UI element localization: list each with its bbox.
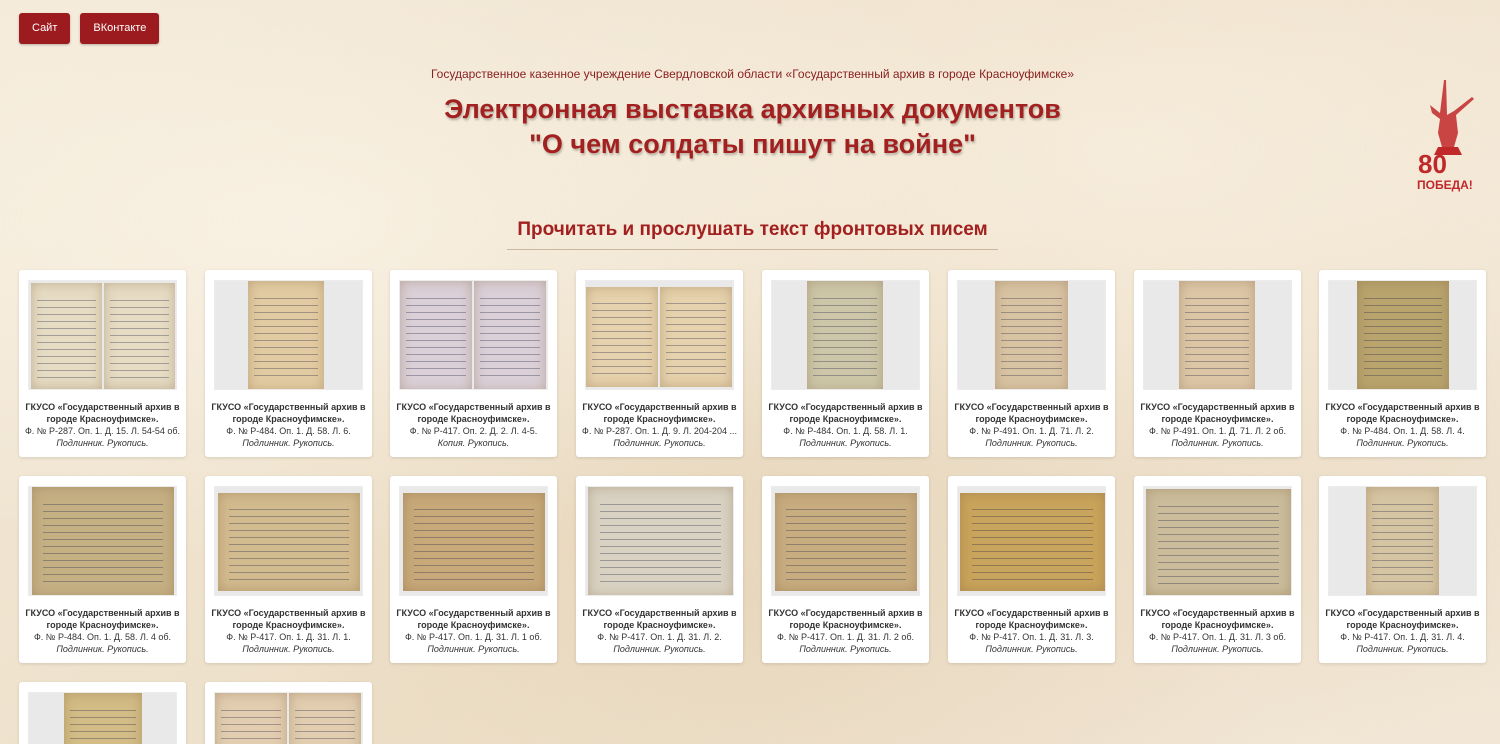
letter-page-image [31, 283, 102, 389]
letter-card[interactable] [762, 476, 929, 663]
letter-page-image [1146, 489, 1291, 595]
handwriting-lines [786, 503, 905, 581]
archive-reference: Ф. № Р-417. Оп. 1. Д. 31. Л. 2. [597, 632, 722, 642]
letter-card[interactable] [576, 270, 743, 457]
archive-name: ГКУСО «Государственный архив в городе Красноуфимске». [954, 402, 1109, 424]
archive-name: ГКУСО «Государственный архив в городе Красноуфимске». [954, 608, 1109, 630]
letter-page-image [995, 281, 1068, 390]
letter-thumbnail[interactable] [1328, 486, 1477, 596]
letter-card[interactable] [1134, 476, 1301, 663]
handwriting-lines [254, 292, 318, 380]
letter-caption [1323, 401, 1482, 449]
letter-page-image [400, 281, 472, 390]
letter-caption [952, 401, 1111, 449]
archive-name: ГКУСО «Государственный архив в городе Красноуфимске». [211, 402, 366, 424]
letter-page-image [104, 283, 175, 389]
archive-name: ГКУСО «Государственный архив в городе Красноуфимске». [768, 608, 923, 630]
document-note: Подлинник. Рукопись. [985, 644, 1078, 654]
document-note: Подлинник. Рукопись. [1356, 438, 1449, 448]
archive-reference: Ф. № Р-484. Оп. 1. Д. 58. Л. 6. [226, 426, 351, 436]
letter-card[interactable] [205, 682, 372, 744]
letter-thumbnail[interactable] [957, 486, 1106, 596]
page-title-line2: "О чем солдаты пишут на войне" [529, 129, 976, 159]
letter-page-image [775, 493, 917, 591]
document-note: Подлинник. Рукопись. [799, 438, 892, 448]
letter-caption [952, 607, 1111, 655]
document-note: Подлинник. Рукопись. [799, 644, 892, 654]
document-note: Копия. Рукопись. [437, 438, 510, 448]
handwriting-lines [414, 503, 533, 581]
document-note: Подлинник. Рукопись. [985, 438, 1078, 448]
letter-page-image [588, 487, 733, 596]
letter-thumbnail[interactable] [28, 692, 177, 744]
letter-card[interactable] [390, 270, 557, 457]
document-note: Подлинник. Рукопись. [613, 438, 706, 448]
letter-thumbnail[interactable] [957, 280, 1106, 390]
letter-card[interactable] [1134, 270, 1301, 457]
document-note: Подлинник. Рукопись. [242, 438, 335, 448]
handwriting-lines [295, 704, 356, 744]
letter-page-image [215, 693, 287, 744]
archive-name: ГКУСО «Государственный архив в городе Красноуфимске». [211, 608, 366, 630]
archive-name: ГКУСО «Государственный архив в городе Красноуфимске». [1325, 608, 1480, 630]
letter-thumbnail[interactable] [28, 280, 177, 390]
vk-button[interactable]: ВКонтакте [80, 13, 159, 44]
document-note: Подлинник. Рукопись. [1171, 438, 1264, 448]
archive-reference: Ф. № Р-417. Оп. 1. Д. 31. Л. 4. [1340, 632, 1465, 642]
letter-thumbnail[interactable] [399, 486, 548, 596]
document-note: Подлинник. Рукопись. [613, 644, 706, 654]
archive-reference: Ф. № Р-417. Оп. 1. Д. 31. Л. 2 об. [776, 632, 915, 642]
archive-reference: Ф. № Р-484. Оп. 1. Д. 58. Л. 4. [1340, 426, 1465, 436]
letter-caption [209, 401, 368, 449]
letter-caption [766, 401, 925, 449]
archive-reference: Ф. № Р-417. Оп. 1. Д. 31. Л. 1 об. [404, 632, 543, 642]
letter-page-image [807, 281, 883, 390]
subtitle-divider [507, 249, 998, 250]
archive-name: ГКУСО «Государственный архив в городе Красноуфимске». [25, 402, 180, 424]
site-button[interactable]: Сайт [19, 13, 70, 44]
letter-page-image [474, 281, 546, 390]
letter-thumbnail[interactable] [214, 692, 363, 744]
document-note: Подлинник. Рукопись. [1356, 644, 1449, 654]
top-nav [19, 13, 159, 44]
letter-card[interactable] [576, 476, 743, 663]
letter-caption [1138, 401, 1297, 449]
letter-card[interactable] [19, 476, 186, 663]
letter-page-image [64, 693, 142, 744]
logo-number: 80 [1418, 149, 1447, 179]
letter-card[interactable] [205, 476, 372, 663]
document-note: Подлинник. Рукопись. [56, 438, 149, 448]
letter-caption [1323, 607, 1482, 655]
archive-reference: Ф. № Р-287. Оп. 1. Д. 9. Л. 204-204 ... [582, 426, 737, 436]
letter-card[interactable] [1319, 476, 1486, 663]
letter-card[interactable] [205, 270, 372, 457]
handwriting-lines [480, 292, 541, 380]
letter-thumbnail[interactable] [399, 280, 548, 390]
archive-reference: Ф. № Р-484. Оп. 1. Д. 58. Л. 4 об. [33, 632, 172, 642]
victory-80-logo [1414, 75, 1478, 197]
archive-reference: Ф. № Р-287. Оп. 1. Д. 15. Л. 54-54 об. [24, 426, 181, 436]
letter-page-image [1366, 487, 1439, 596]
letter-caption [23, 401, 182, 449]
page-title-line1: Электронная выставка архивных документов [444, 94, 1061, 124]
letter-page-image [660, 287, 732, 387]
document-note: Подлинник. Рукопись. [242, 644, 335, 654]
archive-name: ГКУСО «Государственный архив в городе Красноуфимске». [582, 608, 737, 630]
archive-name: ГКУСО «Государственный архив в городе Красноуфимске». [396, 402, 551, 424]
letter-card[interactable] [390, 476, 557, 663]
letter-caption [23, 607, 182, 655]
page-title [0, 92, 1500, 162]
handwriting-lines [43, 498, 162, 586]
handwriting-lines [1001, 292, 1062, 380]
letter-page-image [32, 487, 174, 596]
letter-caption [209, 607, 368, 655]
letter-thumbnail[interactable] [1328, 280, 1477, 390]
handwriting-lines [221, 704, 282, 744]
handwriting-lines [110, 294, 170, 379]
letter-thumbnail[interactable] [585, 486, 734, 596]
archive-reference: Ф. № Р-484. Оп. 1. Д. 58. Л. 1. [783, 426, 908, 436]
section-subtitle: Прочитать и прослушать текст фронтовых писем [517, 219, 988, 240]
letter-thumbnail[interactable] [28, 486, 177, 596]
letter-thumbnail[interactable] [214, 280, 363, 390]
handwriting-lines [406, 292, 467, 380]
handwriting-lines [813, 292, 877, 380]
archive-name: ГКУСО «Государственный архив в городе Красноуфимске». [582, 402, 737, 424]
letter-page-image [218, 493, 360, 591]
handwriting-lines [70, 704, 136, 744]
archive-reference: Ф. № Р-417. Оп. 1. Д. 31. Л. 3 об. [1148, 632, 1287, 642]
letter-caption [580, 607, 739, 655]
handwriting-lines [972, 503, 1094, 581]
archive-name: ГКУСО «Государственный архив в городе Красноуфимске». [1140, 608, 1295, 630]
letter-card[interactable] [762, 270, 929, 457]
letter-thumbnail[interactable] [214, 486, 363, 596]
handwriting-lines [229, 503, 348, 581]
letter-thumbnail[interactable] [771, 486, 920, 596]
letter-thumbnail[interactable] [585, 280, 734, 390]
document-note: Подлинник. Рукопись. [1171, 644, 1264, 654]
letter-card[interactable] [948, 270, 1115, 457]
archive-name: ГКУСО «Государственный архив в городе Красноуфимске». [25, 608, 180, 630]
letter-caption [1138, 607, 1297, 655]
letter-page-image [403, 493, 545, 591]
letter-caption [394, 401, 553, 449]
letter-page-image [1179, 281, 1255, 390]
letter-caption [580, 401, 739, 449]
letter-page-image [586, 287, 658, 387]
letter-page-image [1357, 281, 1449, 390]
archive-name: ГКУСО «Государственный архив в городе Красноуфимске». [1140, 402, 1295, 424]
letter-page-image [248, 281, 324, 390]
handwriting-lines [600, 498, 722, 586]
archive-name: ГКУСО «Государственный архив в городе Красноуфимске». [396, 608, 551, 630]
archive-reference: Ф. № Р-491. Оп. 1. Д. 71. Л. 2. [969, 426, 1094, 436]
archive-reference: Ф. № Р-491. Оп. 1. Д. 71. Л. 2 об. [1148, 426, 1287, 436]
letter-caption [766, 607, 925, 655]
letter-card[interactable] [1319, 270, 1486, 457]
archive-name: ГКУСО «Государственный архив в городе Красноуфимске». [768, 402, 923, 424]
handwriting-lines [37, 294, 97, 379]
letter-page-image [960, 493, 1105, 591]
archive-name: ГКУСО «Государственный архив в городе Красноуфимске». [1325, 402, 1480, 424]
handwriting-lines [1185, 292, 1249, 380]
letter-thumbnail[interactable] [771, 280, 920, 390]
organization-name: Государственное казенное учреждение Свердловской области «Государственный архив в городе Красноуфимске» [430, 67, 1074, 81]
victory-monument-icon [1414, 75, 1478, 197]
handwriting-lines [1158, 500, 1280, 585]
handwriting-lines [666, 297, 727, 377]
handwriting-lines [592, 297, 653, 377]
letter-caption [394, 607, 553, 655]
archive-reference: Ф. № Р-417. Оп. 2. Д. 2. Л. 4-5. [409, 426, 538, 436]
letter-card[interactable] [19, 682, 186, 744]
letter-thumbnail[interactable] [1143, 280, 1292, 390]
letter-card[interactable] [19, 270, 186, 457]
letter-page-image [289, 693, 361, 744]
letter-thumbnail[interactable] [1143, 486, 1292, 596]
handwriting-lines [1364, 292, 1441, 380]
archive-reference: Ф. № Р-417. Оп. 1. Д. 31. Л. 3. [969, 632, 1094, 642]
logo-text: ПОБЕДА! [1417, 178, 1473, 192]
letter-card[interactable] [948, 476, 1115, 663]
document-note: Подлинник. Рукопись. [56, 644, 149, 654]
archive-reference: Ф. № Р-417. Оп. 1. Д. 31. Л. 1. [226, 632, 351, 642]
handwriting-lines [1372, 498, 1433, 586]
document-note: Подлинник. Рукопись. [427, 644, 520, 654]
